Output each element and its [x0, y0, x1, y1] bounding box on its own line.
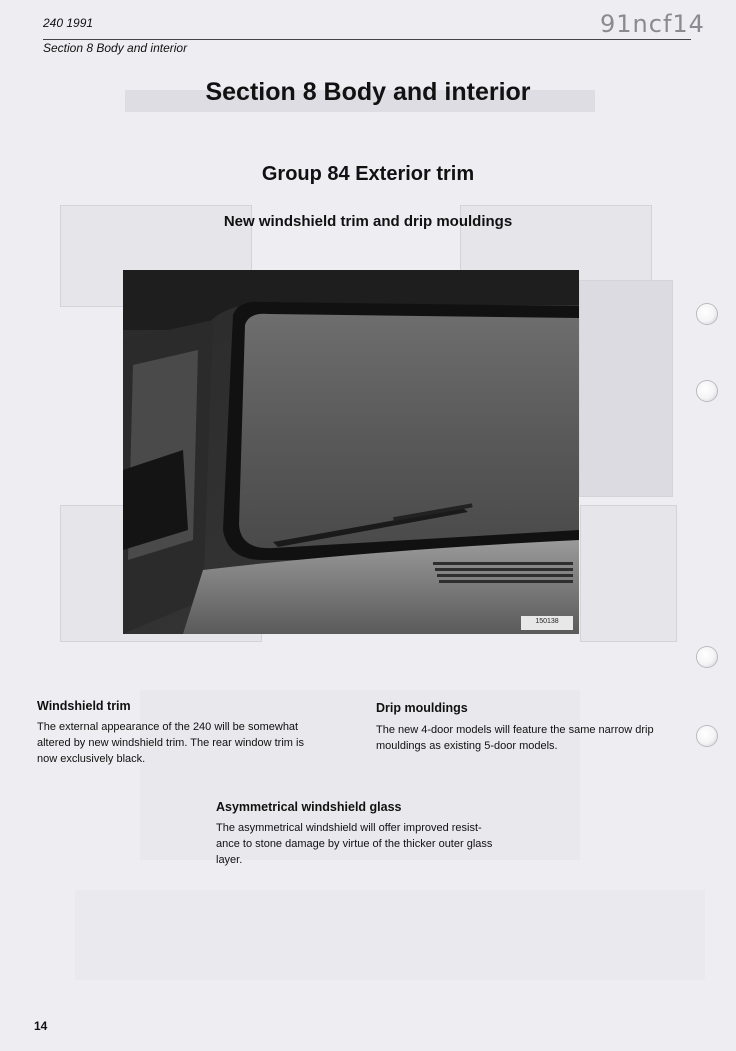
- drip-mouldings-line: The new 4-door models will feature the same narrow drip: [376, 724, 654, 736]
- asymmetrical-glass-line: ance to stone damage by virtue of the thicker outer glass: [216, 838, 493, 850]
- asymmetrical-glass-line: layer.: [216, 854, 243, 866]
- show-through-box-5: [579, 280, 673, 497]
- windshield-photo-drawing: [123, 270, 579, 634]
- page-number: 14: [34, 1019, 48, 1033]
- asymmetrical-glass-heading: Asymmetrical windshield glass: [216, 800, 402, 814]
- watermark-code: 91ncf14: [600, 10, 705, 38]
- article-subtitle: New windshield trim and drip mouldings: [223, 213, 513, 230]
- windshield-trim-text: [37, 719, 357, 767]
- windshield-trim-heading: Windshield trim: [37, 699, 131, 713]
- header-section: Section 8 Body and interior: [43, 41, 188, 55]
- show-through-box-4: [580, 505, 677, 642]
- punch-hole-2: [697, 381, 717, 401]
- header-model-year: 240 1991: [43, 16, 94, 30]
- drip-mouldings-heading: Drip mouldings: [376, 701, 468, 715]
- drip-mouldings-line: mouldings as existing 5-door models.: [376, 740, 558, 752]
- windshield-trim-line: The external appearance of the 240 will be somewhat: [37, 721, 299, 733]
- group-title: Group 84 Exterior trim: [261, 163, 475, 185]
- punch-hole-3: [697, 647, 717, 667]
- show-through-list: [75, 890, 705, 980]
- asymmetrical-glass-text: [216, 820, 546, 868]
- drip-mouldings-text: [376, 722, 696, 754]
- asymmetrical-glass-line: The asymmetrical windshield will offer improved resist-: [216, 822, 482, 834]
- page-title: Section 8 Body and interior: [205, 78, 531, 106]
- windshield-photo: [123, 270, 579, 634]
- windshield-trim-line: now exclusively black.: [37, 753, 146, 765]
- header-rule: [43, 39, 691, 40]
- punch-hole-4: [697, 726, 717, 746]
- windshield-trim-line: altered by new windshield trim. The rear window trim is: [37, 737, 304, 749]
- photo-ref-number: 150138: [535, 618, 559, 625]
- punch-hole-1: [697, 304, 717, 324]
